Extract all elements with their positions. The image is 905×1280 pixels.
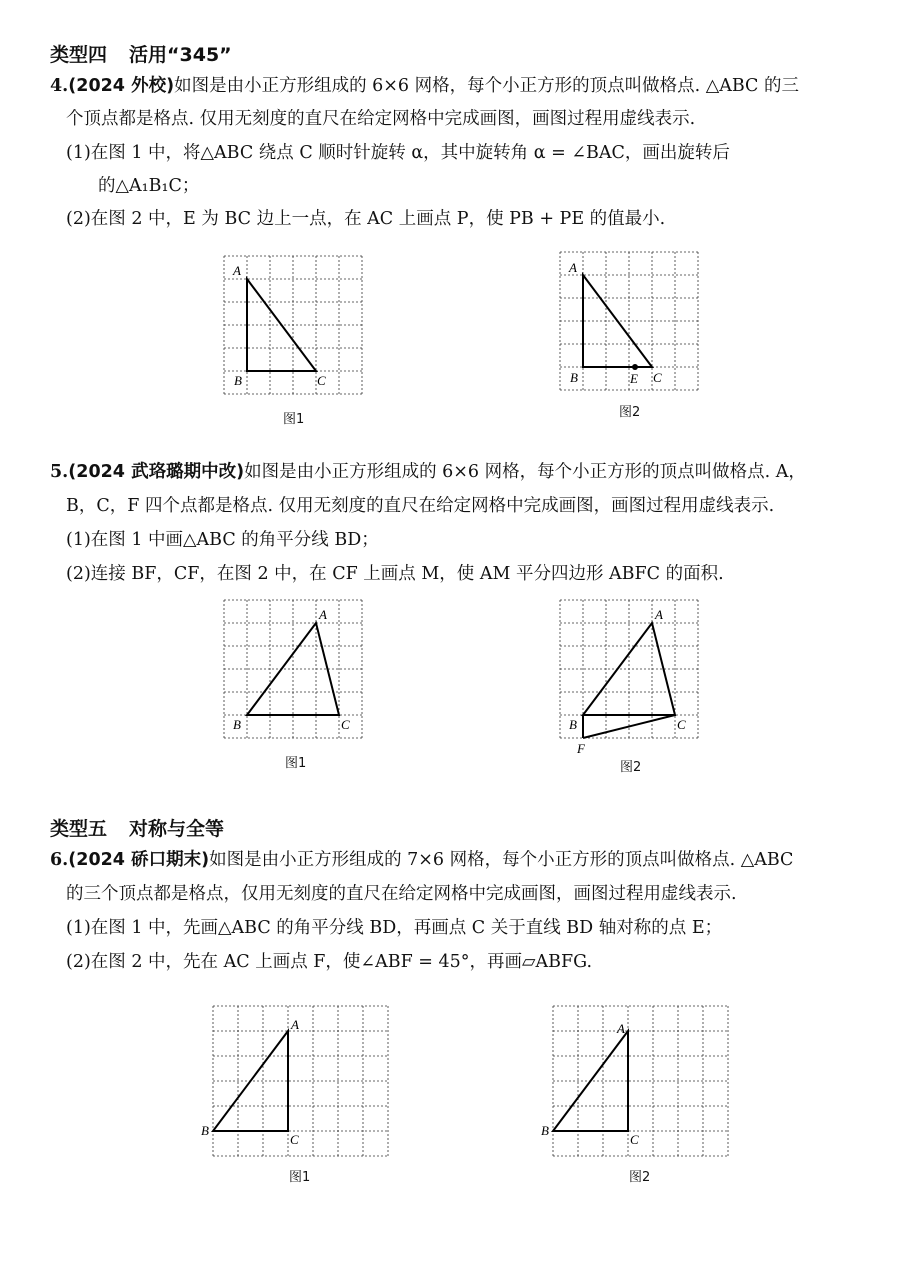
section-title: 活用“345” [129, 44, 232, 66]
q5-part2: (2)连接 BF，CF，在图 2 中，在 CF 上画点 M，使 AM 平分四边形 ABFC 的面积. [66, 564, 724, 584]
q5-figure-1 [222, 598, 372, 748]
q5-line1 [50, 460, 806, 484]
label-c: C [317, 373, 326, 388]
q6-figure-2 [540, 1004, 730, 1164]
grid [213, 1006, 388, 1156]
grid [553, 1006, 728, 1156]
question-text: 如图是由小正方形组成的 7×6 网格，每个小正方形的顶点叫做格点. △ABC [209, 850, 794, 870]
label-c: C [677, 717, 686, 732]
section-heading-5 [50, 814, 224, 841]
question-source: (2024 外校) [68, 76, 175, 96]
q6-part1: (1)在图 1 中，先画△ABC 的角平分线 BD，再画点 C 关于直线 BD 轴对称的点 E； [66, 918, 723, 938]
q4-line1 [50, 74, 799, 98]
grid [560, 252, 698, 390]
q5-fig1-caption: 图1 [285, 756, 307, 771]
q4-figure-1 [216, 254, 366, 404]
question-text: 如图是由小正方形组成的 6×6 网格，每个小正方形的顶点叫做格点. △ABC 的三 [174, 76, 799, 96]
q4-part1-line1: (1)在图 1 中，将△ABC 绕点 C 顺时针旋转 α，其中旋转角 α = ∠BAC，画出旋转后 [66, 143, 730, 163]
section-label: 类型五 [50, 818, 108, 840]
question-source: (2024 硚口期末) [68, 850, 210, 870]
label-c: C [653, 370, 662, 385]
label-a: A [233, 263, 241, 278]
label-b: B [570, 370, 578, 385]
point-e [632, 364, 638, 370]
label-c: C [341, 717, 350, 732]
label-a: A [655, 607, 663, 622]
label-f: F [577, 741, 585, 756]
label-b: B [569, 717, 577, 732]
grid [224, 256, 362, 394]
question-number: 4. [50, 76, 69, 96]
label-b: B [234, 373, 242, 388]
label-b: B [541, 1123, 549, 1138]
label-c: C [630, 1132, 639, 1147]
label-a: A [319, 607, 327, 622]
triangle-abc [553, 1031, 628, 1131]
q6-line1 [50, 848, 793, 872]
question-number: 5. [50, 462, 69, 482]
label-a: A [569, 260, 577, 275]
segment-cf [583, 715, 675, 738]
section-heading-4 [50, 40, 232, 67]
q4-part1-line2: 的△A₁B₁C； [98, 176, 200, 196]
label-a: A [617, 1021, 625, 1036]
question-text: 如图是由小正方形组成的 6×6 网格，每个小正方形的顶点叫做格点. A， [244, 462, 806, 482]
question-source: (2024 武珞璐期中改) [68, 462, 245, 482]
label-c: C [290, 1132, 299, 1147]
q6-fig2-caption: 图2 [629, 1170, 651, 1185]
label-e: E [630, 371, 638, 386]
q4-part2: (2)在图 2 中，E 为 BC 边上一点，在 AC 上画点 P，使 PB + PE 的值最小. [66, 209, 666, 229]
q5-line2: B，C，F 四个点都是格点. 仅用无刻度的直尺在给定网格中完成画图，画图过程用虚线表示. [66, 496, 775, 516]
label-a: A [291, 1017, 299, 1032]
q4-fig2-caption: 图2 [619, 405, 641, 420]
q6-fig1-caption: 图1 [289, 1170, 311, 1185]
question-number: 6. [50, 850, 69, 870]
q5-fig2-caption: 图2 [620, 760, 642, 775]
q4-figure-2 [552, 250, 702, 400]
q6-line2: 的三个顶点都是格点，仅用无刻度的直尺在给定网格中完成画图，画图过程用虚线表示. [66, 884, 737, 904]
triangle-abc [213, 1031, 288, 1131]
section-label: 类型四 [50, 44, 108, 66]
q5-part1: (1)在图 1 中画△ABC 的角平分线 BD； [66, 530, 379, 550]
q4-fig1-caption: 图1 [283, 412, 305, 427]
label-b: B [233, 717, 241, 732]
label-b: B [201, 1123, 209, 1138]
q6-figure-1 [200, 1004, 390, 1164]
q4-line2: 个顶点都是格点. 仅用无刻度的直尺在给定网格中完成画图，画图过程用虚线表示. [66, 109, 696, 129]
section-title: 对称与全等 [129, 818, 225, 840]
q6-part2: (2)在图 2 中，先在 AC 上画点 F，使∠ABF = 45°，再画▱ABFG. [66, 952, 593, 972]
q5-figure-2 [558, 598, 708, 760]
